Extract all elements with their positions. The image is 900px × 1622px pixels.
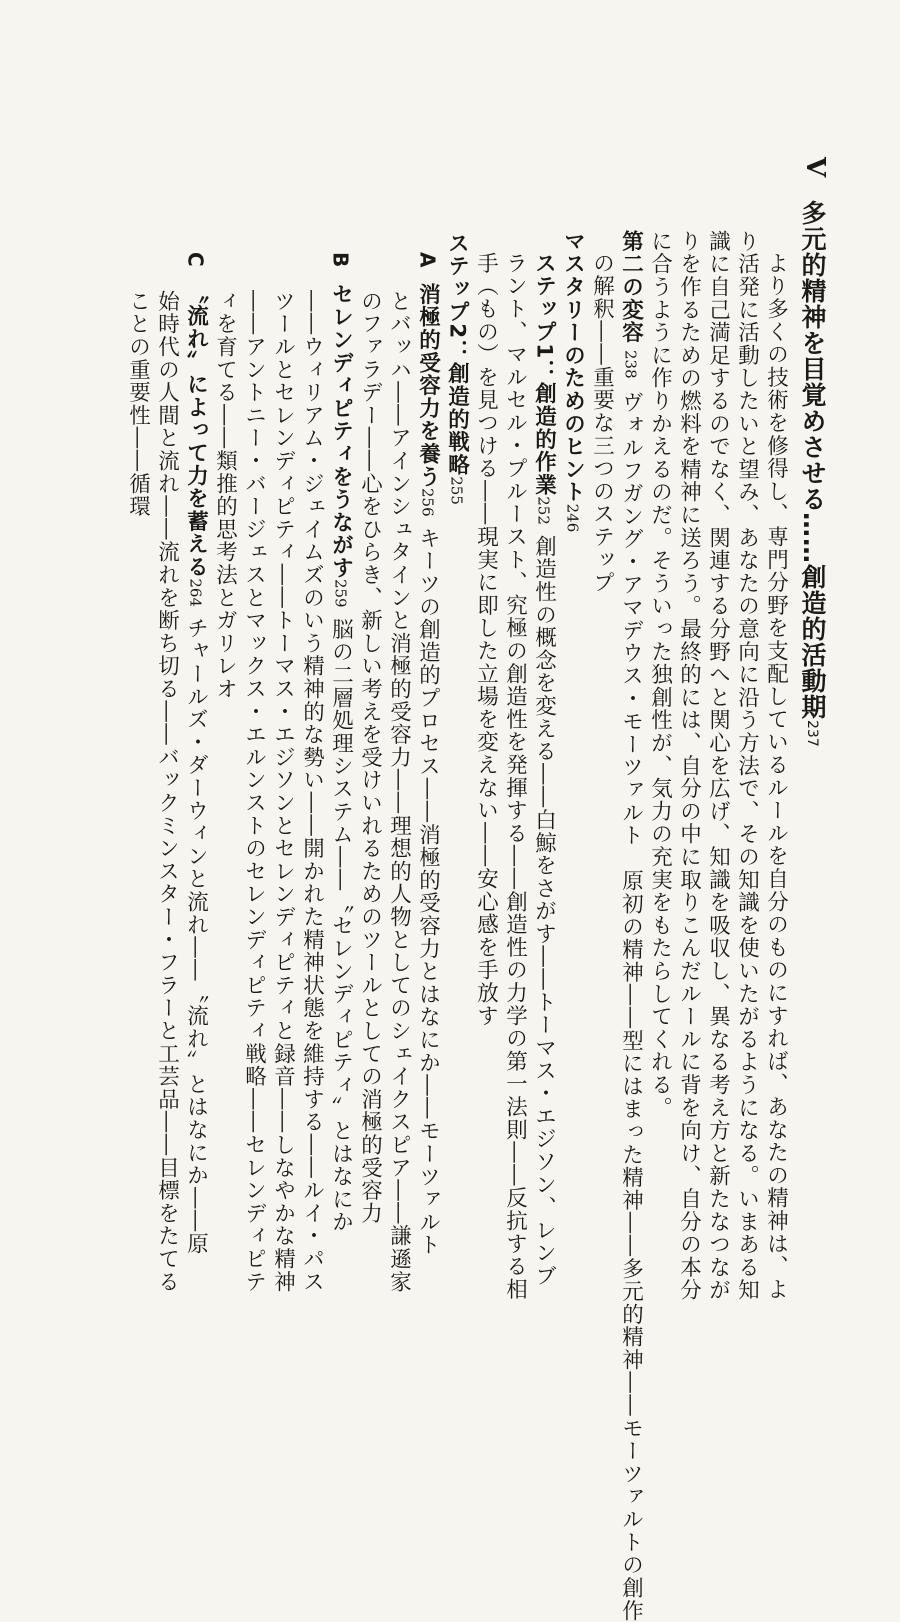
step2-page: 255	[447, 476, 466, 505]
item-c-desc-cont2: ことの重要性――循環	[125, 290, 151, 518]
item-b-desc: 脳の二層処理システム――〝セレンディピティ〟とはなにか	[328, 617, 354, 1234]
step1-page: 252	[534, 496, 553, 525]
item-a-desc-cont: とバッハ――アインシュタインと消極的受容力――理想的人物としてのシェイクスピア――謙遜家	[386, 290, 412, 1294]
intro-line-1: より多くの技術を修得し、専門分野を支配しているルールを自分のものにすれば、あなたの精神は、よ	[763, 252, 789, 1301]
section-mastery-tips-title: マスタリーのためのヒント	[560, 230, 586, 504]
section-mastery-tips	[562, 230, 584, 532]
step2-heading	[446, 232, 468, 505]
section-transformation	[620, 230, 642, 1622]
intro-line-2: り活発に活動したいと望み、あなたの意向に沿う方法で、その知識を使いたがるようになる。いまある知	[734, 230, 760, 1302]
section-transformation-page: 238	[621, 350, 640, 379]
item-c-title: 〝流れ〟によって力を蓄える	[183, 281, 209, 579]
section-transformation-title: 第二の変容	[618, 230, 644, 344]
item-b-heading	[330, 252, 352, 1233]
item-b-page: 259	[331, 578, 350, 608]
item-a-marker: A	[415, 252, 440, 269]
item-b-marker: B	[328, 252, 353, 269]
intro-line-3: 識に自己満足するのでなく、関連する分野へと関心を広げ、知識を吸収し、異なる考え方と新たなつなが	[705, 230, 731, 1302]
step1-desc: 創造性の概念を変える――白鯨をさがす――トーマス・エジソン、レンブ	[531, 534, 557, 1288]
item-b-desc-cont3: ――アントニー・バージェスとマックス・エルンストのセレンディピティ戦略――セレンディピテ	[241, 290, 267, 1294]
chapter-numeral: V	[800, 157, 830, 179]
step2-title: ステップ2：創造的戦略	[444, 232, 470, 477]
chapter-title	[800, 200, 825, 747]
chapter-page-number: 237	[804, 720, 820, 747]
step1-desc-cont2: 手（もの）を見つける――現実に即した立場を変えない――安心感を手放す	[473, 252, 499, 1028]
item-a-title: 消極的受容力を養う	[415, 282, 441, 488]
section-mastery-tips-page: 246	[563, 503, 582, 533]
item-b-desc-cont4: ィを育てる――類推的思考法とガリレオ	[212, 290, 238, 701]
item-b-desc-cont: ――ウィリアム・ジェイムズのいう精神的な勢い――開かれた精神状態を維持する――ルイ・パス	[299, 290, 325, 1294]
item-a-page: 256	[418, 487, 437, 517]
intro-line-5: に合うように作りかえるのだ。そういった独創性が、気力の充実をもたらしてくれる。	[647, 230, 673, 1120]
step1-title: ステップ1：創造的作業	[531, 252, 557, 497]
section-transformation-desc: ヴォルフガング・アマデウス・モーツァルト 原初の精神――型にはまった精神――多元的精神――モーツァルトの創作	[618, 390, 644, 1622]
step1-desc-cont: ラント、マルセル・プルースト、究極の創造性を発揮する――創造性の力学の第一法則――反抗する相	[502, 252, 528, 1301]
step1-heading	[533, 252, 555, 1287]
item-c-heading	[185, 252, 207, 1255]
item-b-title: セレンディピティをうながす	[328, 282, 354, 579]
chapter-title-text: 多元的精神を目覚めさせる……創造的活動期	[798, 200, 827, 720]
intro-line-4: りを作るための燃料を精神に送ろう。最終的には、自分の中に取りこんだルールに背を向け、自分の本分	[676, 230, 702, 1302]
item-a-desc: キーツの創造的プロセス――消極的受容力とはなにか――モーツァルト	[415, 526, 441, 1257]
item-c-desc: チャールズ・ダーウィンと流れ――〝流れ〟とはなにか――原	[183, 617, 209, 1256]
item-c-desc-cont: 始時代の人間と流れ――流れを断ち切る――バックミンスター・フラーと工芸品――目標をたてる	[154, 290, 180, 1294]
item-c-marker: C	[183, 252, 208, 268]
item-b-desc-cont2: ツールとセレンディピティ――トーマス・エジソンとセレンディピティと録音――しなやかな精神	[270, 290, 296, 1294]
item-a-desc-cont2: のファラデー――心をひらき、新しい考えを受けいれるためのツールとしての消極的受容力	[357, 290, 383, 1225]
item-a-heading	[417, 252, 439, 1256]
item-c-page: 264	[186, 578, 205, 608]
section-transformation-desc-continued: の解釈――重要な三つのステップ	[589, 252, 615, 594]
